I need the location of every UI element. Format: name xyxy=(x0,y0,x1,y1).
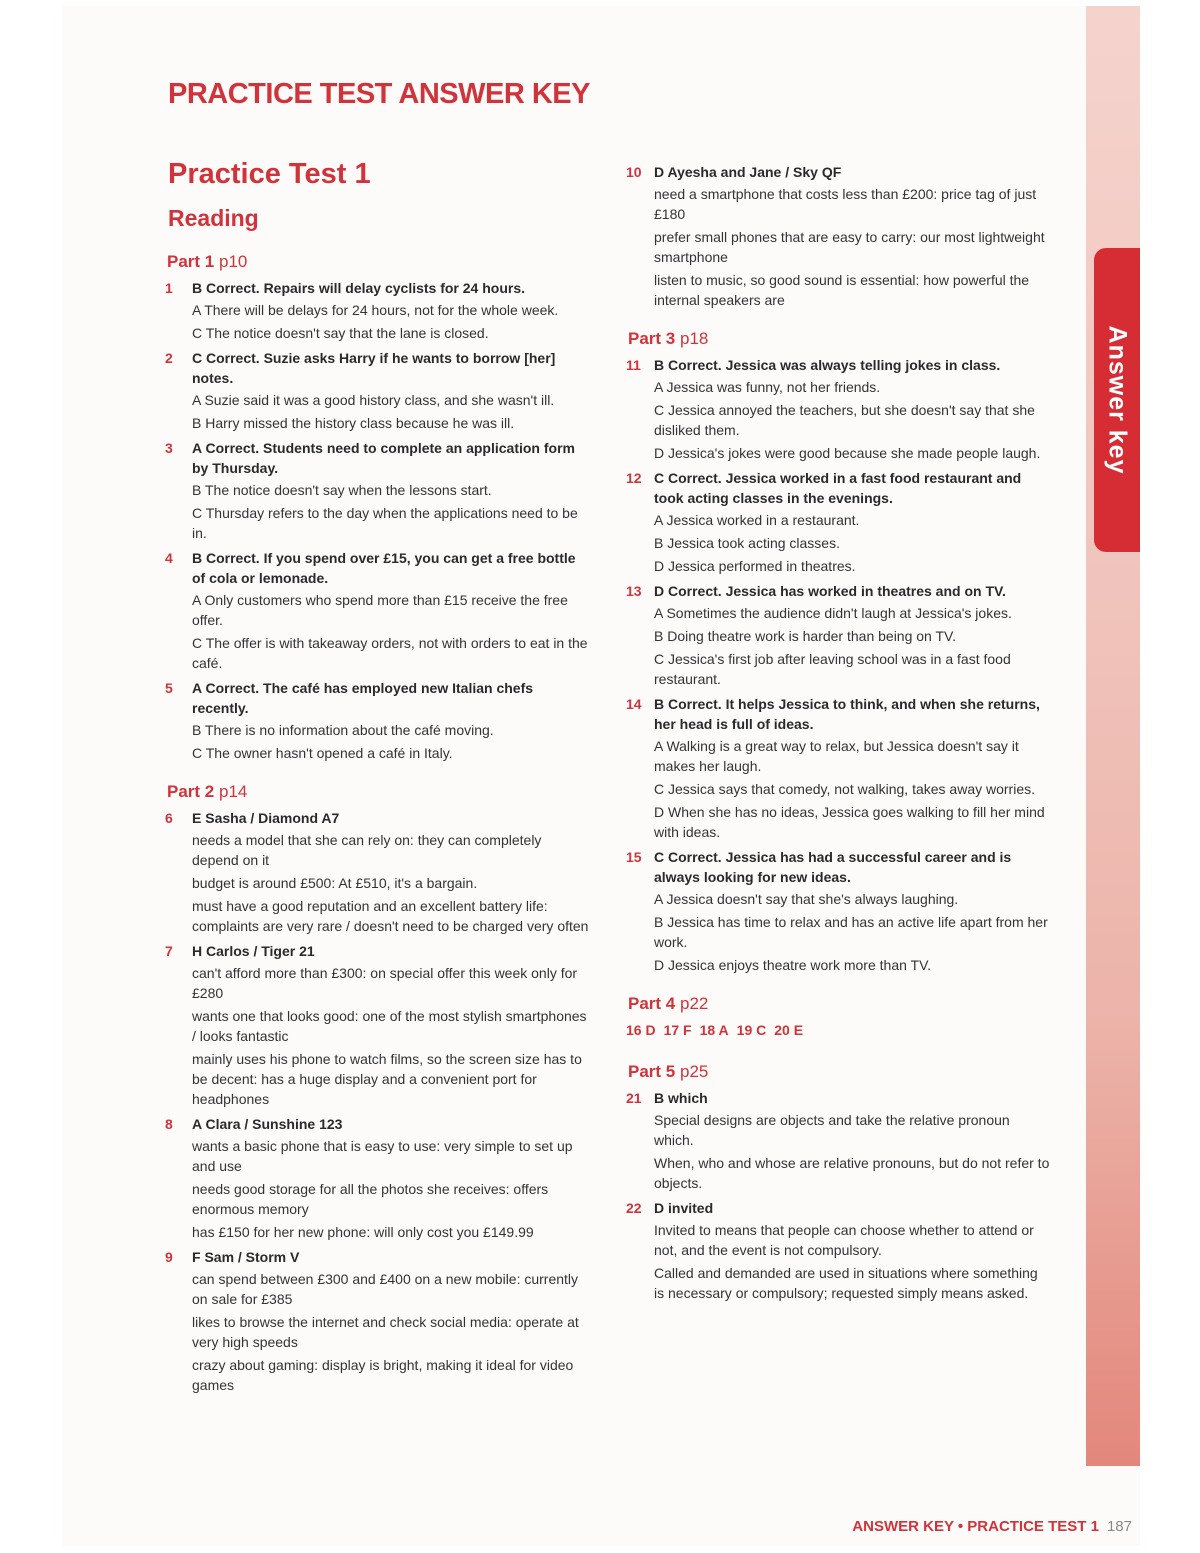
answer-line: E Sasha / Diamond A7 xyxy=(192,810,340,826)
answer-body xyxy=(654,694,1051,845)
part-heading xyxy=(628,994,1051,1014)
explanation-line: D Jessica's jokes were good because she made people laugh. xyxy=(654,445,1041,461)
answer-body xyxy=(192,1247,590,1398)
page-title: PRACTICE TEST ANSWER KEY xyxy=(168,78,590,110)
part4-answer: 18 A xyxy=(699,1022,729,1038)
question-number: 22 xyxy=(626,1200,642,1216)
explanation-line: B There is no information about the café moving. xyxy=(192,722,494,738)
explanation-line: prefer small phones that are easy to carry: our most lightweight smartphone xyxy=(654,229,1045,265)
answer-item xyxy=(165,1247,590,1398)
answer-item xyxy=(165,548,590,676)
answer-line: H Carlos / Tiger 21 xyxy=(192,943,315,959)
answer-body xyxy=(192,278,590,346)
answer-item xyxy=(626,847,1051,978)
explanation-line: C Jessica's first job after leaving school was in a fast food restaurant. xyxy=(654,651,1011,687)
footer-label: ANSWER KEY • PRACTICE TEST 1 xyxy=(852,1518,1099,1535)
answer-body xyxy=(654,355,1051,466)
answer-line: B Correct. Repairs will delay cyclists for 24 hours. xyxy=(192,280,526,296)
spacer xyxy=(626,1048,1051,1062)
answer-body xyxy=(654,847,1051,978)
explanation-line: C The notice doesn't say that the lane is closed. xyxy=(192,325,489,341)
explanation-line: A Jessica was funny, not her friends. xyxy=(654,379,881,395)
explanation-line: B Jessica has time to relax and has an active life apart from her work. xyxy=(654,914,1048,950)
question-number: 7 xyxy=(165,943,173,959)
part4-answer: 16 D xyxy=(626,1022,656,1038)
explanation-line: wants a basic phone that is easy to use: very simple to set up and use xyxy=(192,1138,573,1174)
explanation-line: crazy about gaming: display is bright, making it ideal for video games xyxy=(192,1357,574,1393)
answer-body xyxy=(654,581,1051,692)
part4-answers xyxy=(626,1020,1051,1040)
explanation-line: C Jessica annoyed the teachers, but she doesn't say that she disliked them. xyxy=(654,402,1035,438)
question-number: 4 xyxy=(165,550,173,566)
answer-item xyxy=(165,941,590,1112)
answer-item xyxy=(626,355,1051,466)
question-number: 5 xyxy=(165,680,173,696)
answer-body xyxy=(654,1088,1051,1196)
part-heading xyxy=(628,1062,1051,1082)
answer-body xyxy=(192,348,590,436)
part4-answer: 20 E xyxy=(774,1022,804,1038)
answer-line: A Correct. The café has employed new Italian chefs recently. xyxy=(192,680,534,716)
explanation-line: A Suzie said it was a good history class, and she wasn't ill. xyxy=(192,392,555,408)
explanation-line: A Only customers who spend more than £15 receive the free offer. xyxy=(192,592,568,628)
answer-item xyxy=(165,1114,590,1245)
answer-line: B Correct. It helps Jessica to think, and when she returns, her head is full of ideas. xyxy=(654,696,1040,732)
question-number: 1 xyxy=(165,280,173,296)
explanation-line: A There will be delays for 24 hours, not for the whole week. xyxy=(192,302,559,318)
question-number: 14 xyxy=(626,696,642,712)
explanation-line: likes to browse the internet and check social media: operate at very high speeds xyxy=(192,1314,579,1350)
answer-body xyxy=(192,678,590,766)
explanation-line: B Jessica took acting classes. xyxy=(654,535,840,551)
answer-line: D invited xyxy=(654,1200,714,1216)
answer-item xyxy=(626,1088,1051,1196)
answer-line: D Ayesha and Jane / Sky QF xyxy=(654,164,842,180)
answer-item xyxy=(626,162,1051,313)
answer-line: D Correct. Jessica has worked in theatres and on TV. xyxy=(654,583,1006,599)
explanation-line: Special designs are objects and take the relative pronoun which. xyxy=(654,1112,1010,1148)
right-column xyxy=(626,162,1051,1308)
explanation-line: When, who and whose are relative pronouns, but do not refer to objects. xyxy=(654,1155,1050,1191)
explanation-line: C The owner hasn't opened a café in Italy. xyxy=(192,745,453,761)
explanation-line: Invited to means that people can choose whether to attend or not, and the event is not compulsory. xyxy=(654,1222,1034,1258)
answer-item xyxy=(626,581,1051,692)
part-title: Part 5 xyxy=(628,1062,676,1081)
answer-body xyxy=(192,548,590,676)
explanation-line: has £150 for her new phone: will only cost you £149.99 xyxy=(192,1224,534,1240)
answer-line: B Correct. If you spend over £15, you can get a free bottle of cola or lemonade. xyxy=(192,550,576,586)
explanation-line: B The notice doesn't say when the lessons start. xyxy=(192,482,492,498)
answer-item xyxy=(626,694,1051,845)
answer-line: A Correct. Students need to complete an application form by Thursday. xyxy=(192,440,575,476)
page-footer xyxy=(852,1518,1132,1535)
side-tab xyxy=(1094,248,1140,552)
question-number: 8 xyxy=(165,1116,173,1132)
answer-line: C Correct. Suzie asks Harry if he wants to borrow [her] notes. xyxy=(192,350,556,386)
explanation-line: C Jessica says that comedy, not walking, takes away worries. xyxy=(654,781,1036,797)
part-page: p14 xyxy=(218,782,248,801)
part-page: p22 xyxy=(679,994,709,1013)
question-number: 10 xyxy=(626,164,642,180)
question-number: 21 xyxy=(626,1090,642,1106)
explanation-line: C The offer is with takeaway orders, not with orders to eat in the café. xyxy=(192,635,588,671)
question-number: 11 xyxy=(626,357,641,373)
question-number: 2 xyxy=(165,350,173,366)
explanation-line: A Jessica doesn't say that she's always laughing. xyxy=(654,891,959,907)
section-heading: Reading xyxy=(168,205,259,231)
explanation-line: A Sometimes the audience didn't laugh at Jessica's jokes. xyxy=(654,605,1012,621)
explanation-line: A Jessica worked in a restaurant. xyxy=(654,512,860,528)
spacer xyxy=(165,768,590,782)
answer-body xyxy=(192,808,590,939)
explanation-line: B Doing theatre work is harder than being on TV. xyxy=(654,628,956,644)
answer-body xyxy=(192,438,590,546)
explanation-line: need a smartphone that costs less than £200: price tag of just £180 xyxy=(654,186,1037,222)
explanation-line: must have a good reputation and an excellent battery life: complaints are very rare / doesn't need to be charged very often xyxy=(192,898,589,934)
answer-body xyxy=(654,162,1051,313)
answer-item xyxy=(165,278,590,346)
answer-body xyxy=(192,941,590,1112)
question-number: 9 xyxy=(165,1249,173,1265)
answer-item xyxy=(165,678,590,766)
part-heading xyxy=(628,329,1051,349)
left-column xyxy=(165,252,590,1400)
question-number: 3 xyxy=(165,440,173,456)
test-heading: Practice Test 1 xyxy=(168,158,371,190)
part-heading xyxy=(167,252,590,272)
explanation-line: needs a model that she can rely on: they can completely depend on it xyxy=(192,832,542,868)
explanation-line: Called and demanded are used in situations where something is necessary or compulsory; requested simply means asked. xyxy=(654,1265,1038,1301)
answer-body xyxy=(654,468,1051,579)
answer-item xyxy=(626,468,1051,579)
explanation-line: D Jessica enjoys theatre work more than TV. xyxy=(654,957,932,973)
answer-line: C Correct. Jessica has had a successful career and is always looking for new ideas. xyxy=(654,849,1012,885)
explanation-line: can't afford more than £300: on special offer this week only for £280 xyxy=(192,965,578,1001)
spacer xyxy=(626,315,1051,329)
answer-item xyxy=(626,1198,1051,1306)
side-tab-label: Answer key xyxy=(1103,325,1132,475)
explanation-line: budget is around £500: At £510, it's a bargain. xyxy=(192,875,478,891)
part-title: Part 4 xyxy=(628,994,676,1013)
explanation-line: mainly uses his phone to watch films, so the screen size has to be decent: has a huge display and a convenient port for headphones xyxy=(192,1051,582,1107)
answer-item xyxy=(165,438,590,546)
explanation-line: D When she has no ideas, Jessica goes walking to fill her mind with ideas. xyxy=(654,804,1045,840)
explanation-line: C Thursday refers to the day when the applications need to be in. xyxy=(192,505,578,541)
part4-answer: 17 F xyxy=(663,1022,692,1038)
spacer xyxy=(626,980,1051,994)
question-number: 6 xyxy=(165,810,173,826)
decorative-side-band xyxy=(1086,6,1140,1466)
explanation-line: listen to music, so good sound is essential: how powerful the internal speakers are xyxy=(654,272,1030,308)
part-title: Part 2 xyxy=(167,782,215,801)
part4-answer: 19 C xyxy=(736,1022,767,1038)
part-title: Part 3 xyxy=(628,329,676,348)
explanation-line: can spend between £300 and £400 on a new mobile: currently on sale for £385 xyxy=(192,1271,579,1307)
explanation-line: A Walking is a great way to relax, but Jessica doesn't say it makes her laugh. xyxy=(654,738,1019,774)
answer-line: B Correct. Jessica was always telling jokes in class. xyxy=(654,357,1001,373)
explanation-line: wants one that looks good: one of the most stylish smartphones / looks fantastic xyxy=(192,1008,587,1044)
part-page: p18 xyxy=(679,329,709,348)
part-title: Part 1 xyxy=(167,252,215,271)
part-page: p25 xyxy=(679,1062,709,1081)
part-page: p10 xyxy=(218,252,248,271)
answer-line: F Sam / Storm V xyxy=(192,1249,300,1265)
answer-line: B which xyxy=(654,1090,708,1106)
page-number: 187 xyxy=(1106,1518,1132,1535)
explanation-line: needs good storage for all the photos she receives: offers enormous memory xyxy=(192,1181,549,1217)
question-number: 13 xyxy=(626,583,642,599)
question-number: 15 xyxy=(626,849,642,865)
answer-line: C Correct. Jessica worked in a fast food restaurant and took acting classes in the evenings. xyxy=(654,470,1022,506)
answer-item xyxy=(165,808,590,939)
answer-body xyxy=(654,1198,1051,1306)
question-number: 12 xyxy=(626,470,642,486)
answer-item xyxy=(165,348,590,436)
explanation-line: B Harry missed the history class because he was ill. xyxy=(192,415,515,431)
part-heading xyxy=(167,782,590,802)
explanation-line: D Jessica performed in theatres. xyxy=(654,558,856,574)
answer-body xyxy=(192,1114,590,1245)
answer-line: A Clara / Sunshine 123 xyxy=(192,1116,343,1132)
